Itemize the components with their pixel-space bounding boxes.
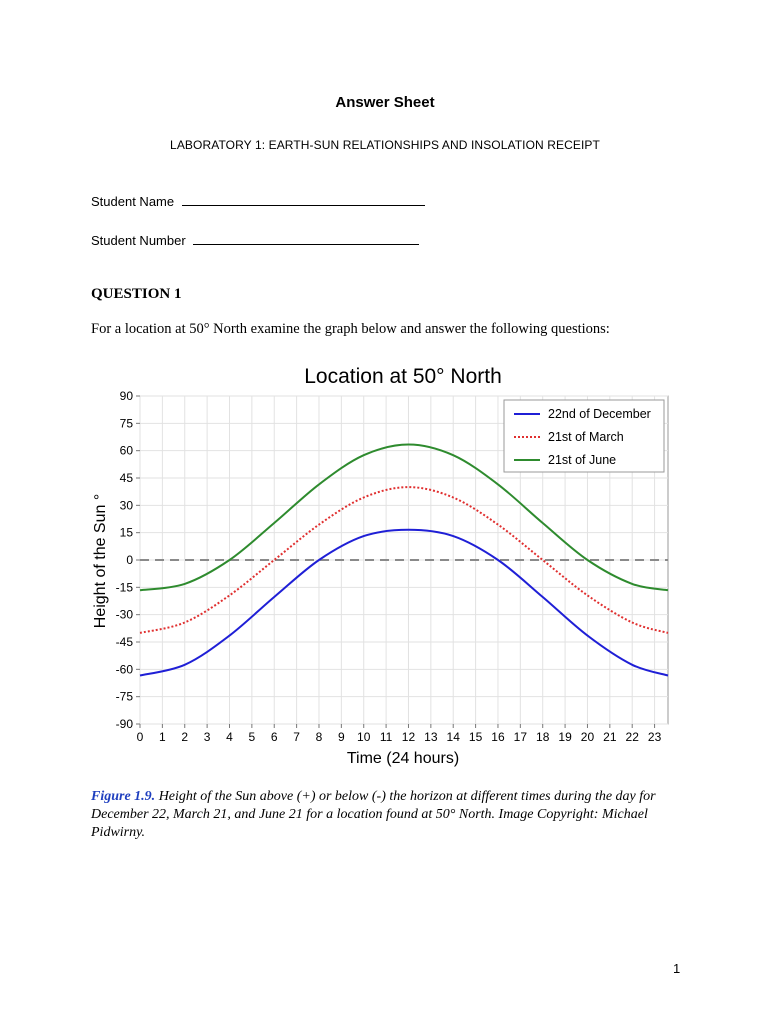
chart-legend: [504, 400, 664, 472]
x-tick-label: 4: [226, 730, 233, 744]
x-axis-label: Time (24 hours): [346, 750, 460, 767]
y-tick-label: -15: [115, 580, 133, 595]
caption-text: Height of the Sun above (+) or below (-) the horizon at different times during the day for December 22, March 21, and June 21 for a location found at 50° North. Image Copyright: Michael Pidwirny.: [91, 789, 656, 840]
student-name-label: Student Name: [91, 194, 175, 209]
y-tick-label: -45: [115, 635, 133, 649]
question-heading: QUESTION 1: [91, 286, 182, 302]
chart-title: Location at 50° North: [304, 365, 502, 388]
y-tick-label: 45: [119, 471, 133, 485]
y-tick-label: -30: [115, 607, 133, 622]
lab-subtitle: LABORATORY 1: EARTH-SUN RELATIONSHIPS AND INSOLATION RECEIPT: [170, 138, 600, 152]
page-title: Answer Sheet: [335, 94, 435, 111]
y-tick-label: 30: [119, 498, 133, 513]
x-tick-label: 22: [625, 730, 639, 744]
x-tick-label: 13: [424, 730, 438, 744]
student-name-blank[interactable]: [182, 193, 425, 206]
x-tick-label: 17: [513, 730, 528, 744]
figure-label: Figure 1.9.: [91, 789, 156, 804]
legend-label-2: 21st of March: [548, 430, 624, 444]
x-tick-label: 16: [491, 730, 505, 744]
x-tick-label: 1: [159, 730, 166, 744]
page-number: 1: [673, 961, 681, 976]
x-tick-label: 6: [270, 730, 278, 744]
x-tick-label: 11: [379, 730, 393, 744]
x-tick-label: 12: [401, 730, 416, 744]
student-name-field: [91, 193, 425, 209]
student-number-field: [91, 232, 419, 248]
x-tick-label: 21: [603, 730, 617, 744]
x-tick-label: 8: [315, 730, 323, 744]
legend-label-3: 21st of June: [548, 453, 617, 467]
x-tick-label: 19: [558, 730, 572, 744]
student-number-blank[interactable]: [193, 232, 419, 245]
x-tick-label: 7: [293, 730, 300, 744]
x-tick-label: 3: [203, 730, 211, 744]
y-axis-label: Height of the Sun °: [92, 493, 109, 629]
y-tick-label: 15: [119, 525, 133, 540]
x-tick-label: 18: [536, 730, 550, 744]
question-text: For a location at 50° North examine the graph below and answer the following questions:: [91, 321, 610, 337]
y-tick-label: -75: [115, 689, 133, 704]
x-tick-label: 10: [357, 730, 371, 744]
x-tick-label: 2: [181, 730, 189, 744]
y-tick-label: 0: [126, 553, 133, 567]
x-tick-label: 20: [580, 730, 595, 744]
y-tick-label: 75: [119, 416, 133, 431]
legend-label-1: 22nd of December: [548, 407, 651, 421]
figure-caption: [91, 788, 691, 842]
x-tick-label: 5: [248, 730, 256, 744]
x-tick-label: 23: [647, 730, 662, 744]
x-tick-label: 0: [136, 730, 144, 744]
y-tick-label: 60: [119, 443, 133, 458]
y-tick-label: 90: [119, 389, 133, 403]
x-tick-label: 9: [338, 730, 345, 744]
y-tick-label: -90: [115, 717, 133, 731]
x-tick-label: 14: [446, 730, 460, 744]
y-tick-label: -60: [115, 662, 133, 677]
x-tick-label: 15: [468, 730, 483, 744]
student-number-label: Student Number: [91, 233, 186, 248]
sun-height-chart: [86, 355, 686, 775]
